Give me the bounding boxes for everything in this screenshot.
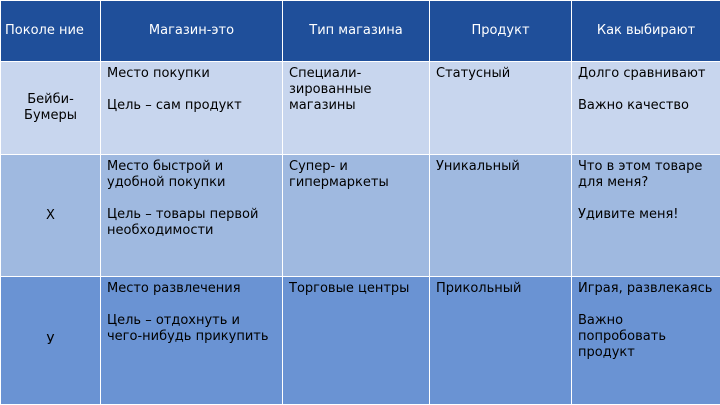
header-product: Продукт xyxy=(430,1,572,62)
generation-cell: Х xyxy=(1,155,101,277)
header-generation: Поколе ние xyxy=(1,1,101,62)
how-line: Долго сравнивают xyxy=(578,66,706,81)
how-line: Важно попробовать продукт xyxy=(578,313,666,360)
store-cell xyxy=(101,155,283,277)
store-line: Цель – сам продукт xyxy=(107,98,242,113)
how-line: Что в этом товаре для меня? xyxy=(578,159,703,190)
store-cell xyxy=(101,62,283,155)
how-cell xyxy=(572,277,720,405)
store-type-cell: Специали-зированные магазины xyxy=(283,62,430,155)
generation-cell: У xyxy=(1,277,101,405)
header-store-type: Тип магазина xyxy=(283,1,430,62)
generation-cell: Бейби-Бумеры xyxy=(1,62,101,155)
store-line: Цель – отдохнуть и чего-нибудь прикупить xyxy=(107,313,269,344)
table-row xyxy=(1,277,720,405)
header-how-they-choose: Как выбирают xyxy=(572,1,720,62)
store-line: Место покупки xyxy=(107,66,210,81)
table-row xyxy=(1,62,720,155)
product-cell: Прикольный xyxy=(430,277,572,405)
store-type-cell: Торговые центры xyxy=(283,277,430,405)
header-store: Магазин-это xyxy=(101,1,283,62)
how-cell xyxy=(572,62,720,155)
store-line: Цель – товары первой необходимости xyxy=(107,207,259,238)
product-cell: Статусный xyxy=(430,62,572,155)
how-cell xyxy=(572,155,720,277)
store-line: Место быстрой и удобной покупки xyxy=(107,159,226,190)
product-cell: Уникальный xyxy=(430,155,572,277)
how-line: Играя, развлекаясь xyxy=(578,281,713,296)
store-cell xyxy=(101,277,283,405)
how-line: Удивите меня! xyxy=(578,207,679,222)
store-type-cell: Супер- и гипермаркеты xyxy=(283,155,430,277)
store-line: Место развлечения xyxy=(107,281,241,296)
table-row xyxy=(1,155,720,277)
how-line: Важно качество xyxy=(578,98,690,113)
header-row xyxy=(1,1,720,62)
